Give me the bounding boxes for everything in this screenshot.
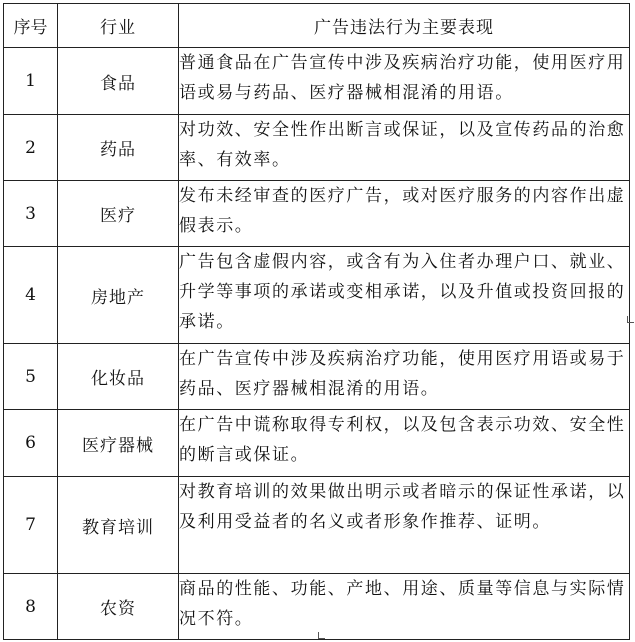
cell-edge-marker <box>627 316 634 323</box>
row-serial-number: 7 <box>4 477 58 574</box>
row-serial-number: 3 <box>4 181 58 247</box>
row-serial-number: 1 <box>4 48 58 115</box>
row-industry: 医疗器械 <box>58 410 179 477</box>
advertising-violations-table <box>3 3 630 640</box>
row-violation-description: 普通食品在广告宣传中涉及疾病治疗功能，使用医疗用语或易与药品、医疗器械相混淆的用语。 <box>179 48 630 115</box>
header-violation-description: 广告违法行为主要表现 <box>179 4 630 48</box>
table-row <box>4 247 630 344</box>
row-violation-description: 对功效、安全性作出断言或保证，以及宣传药品的治愈率、有效率。 <box>179 115 630 181</box>
header-serial-number: 序号 <box>4 4 58 48</box>
table-row <box>4 410 630 477</box>
table-row <box>4 574 630 640</box>
table-row <box>4 344 630 410</box>
row-serial-number: 2 <box>4 115 58 181</box>
row-violation-description: 在广告中谎称取得专利权，以及包含表示功效、安全性的断言或保证。 <box>179 410 630 477</box>
table-row <box>4 48 630 115</box>
table-row <box>4 115 630 181</box>
row-serial-number: 6 <box>4 410 58 477</box>
row-violation-description: 对教育培训的效果做出明示或者暗示的保证性承诺，以及利用受益者的名义或者形象作推荐、证明。 <box>179 477 630 574</box>
table-row <box>4 181 630 247</box>
row-serial-number: 5 <box>4 344 58 410</box>
table-row <box>4 477 630 574</box>
row-industry: 房地产 <box>58 247 179 344</box>
header-industry: 行业 <box>58 4 179 48</box>
table-header-row <box>4 4 630 48</box>
row-industry: 食品 <box>58 48 179 115</box>
row-industry: 化妆品 <box>58 344 179 410</box>
row-industry: 医疗 <box>58 181 179 247</box>
row-violation-description: 广告包含虚假内容，或含有为入住者办理户口、就业、升学等事项的承诺或变相承诺，以及升值或投资回报的承诺。 <box>179 247 630 344</box>
row-industry: 药品 <box>58 115 179 181</box>
row-violation-description: 在广告宣传中涉及疾病治疗功能，使用医疗用语或易于药品、医疗器械相混淆的用语。 <box>179 344 630 410</box>
row-serial-number: 8 <box>4 574 58 640</box>
cell-edge-marker <box>318 632 325 639</box>
row-violation-description: 发布未经审查的医疗广告，或对医疗服务的内容作出虚假表示。 <box>179 181 630 247</box>
row-industry: 教育培训 <box>58 477 179 574</box>
row-violation-description: 商品的性能、功能、产地、用途、质量等信息与实际情况不符。 <box>179 574 630 640</box>
row-industry: 农资 <box>58 574 179 640</box>
row-serial-number: 4 <box>4 247 58 344</box>
